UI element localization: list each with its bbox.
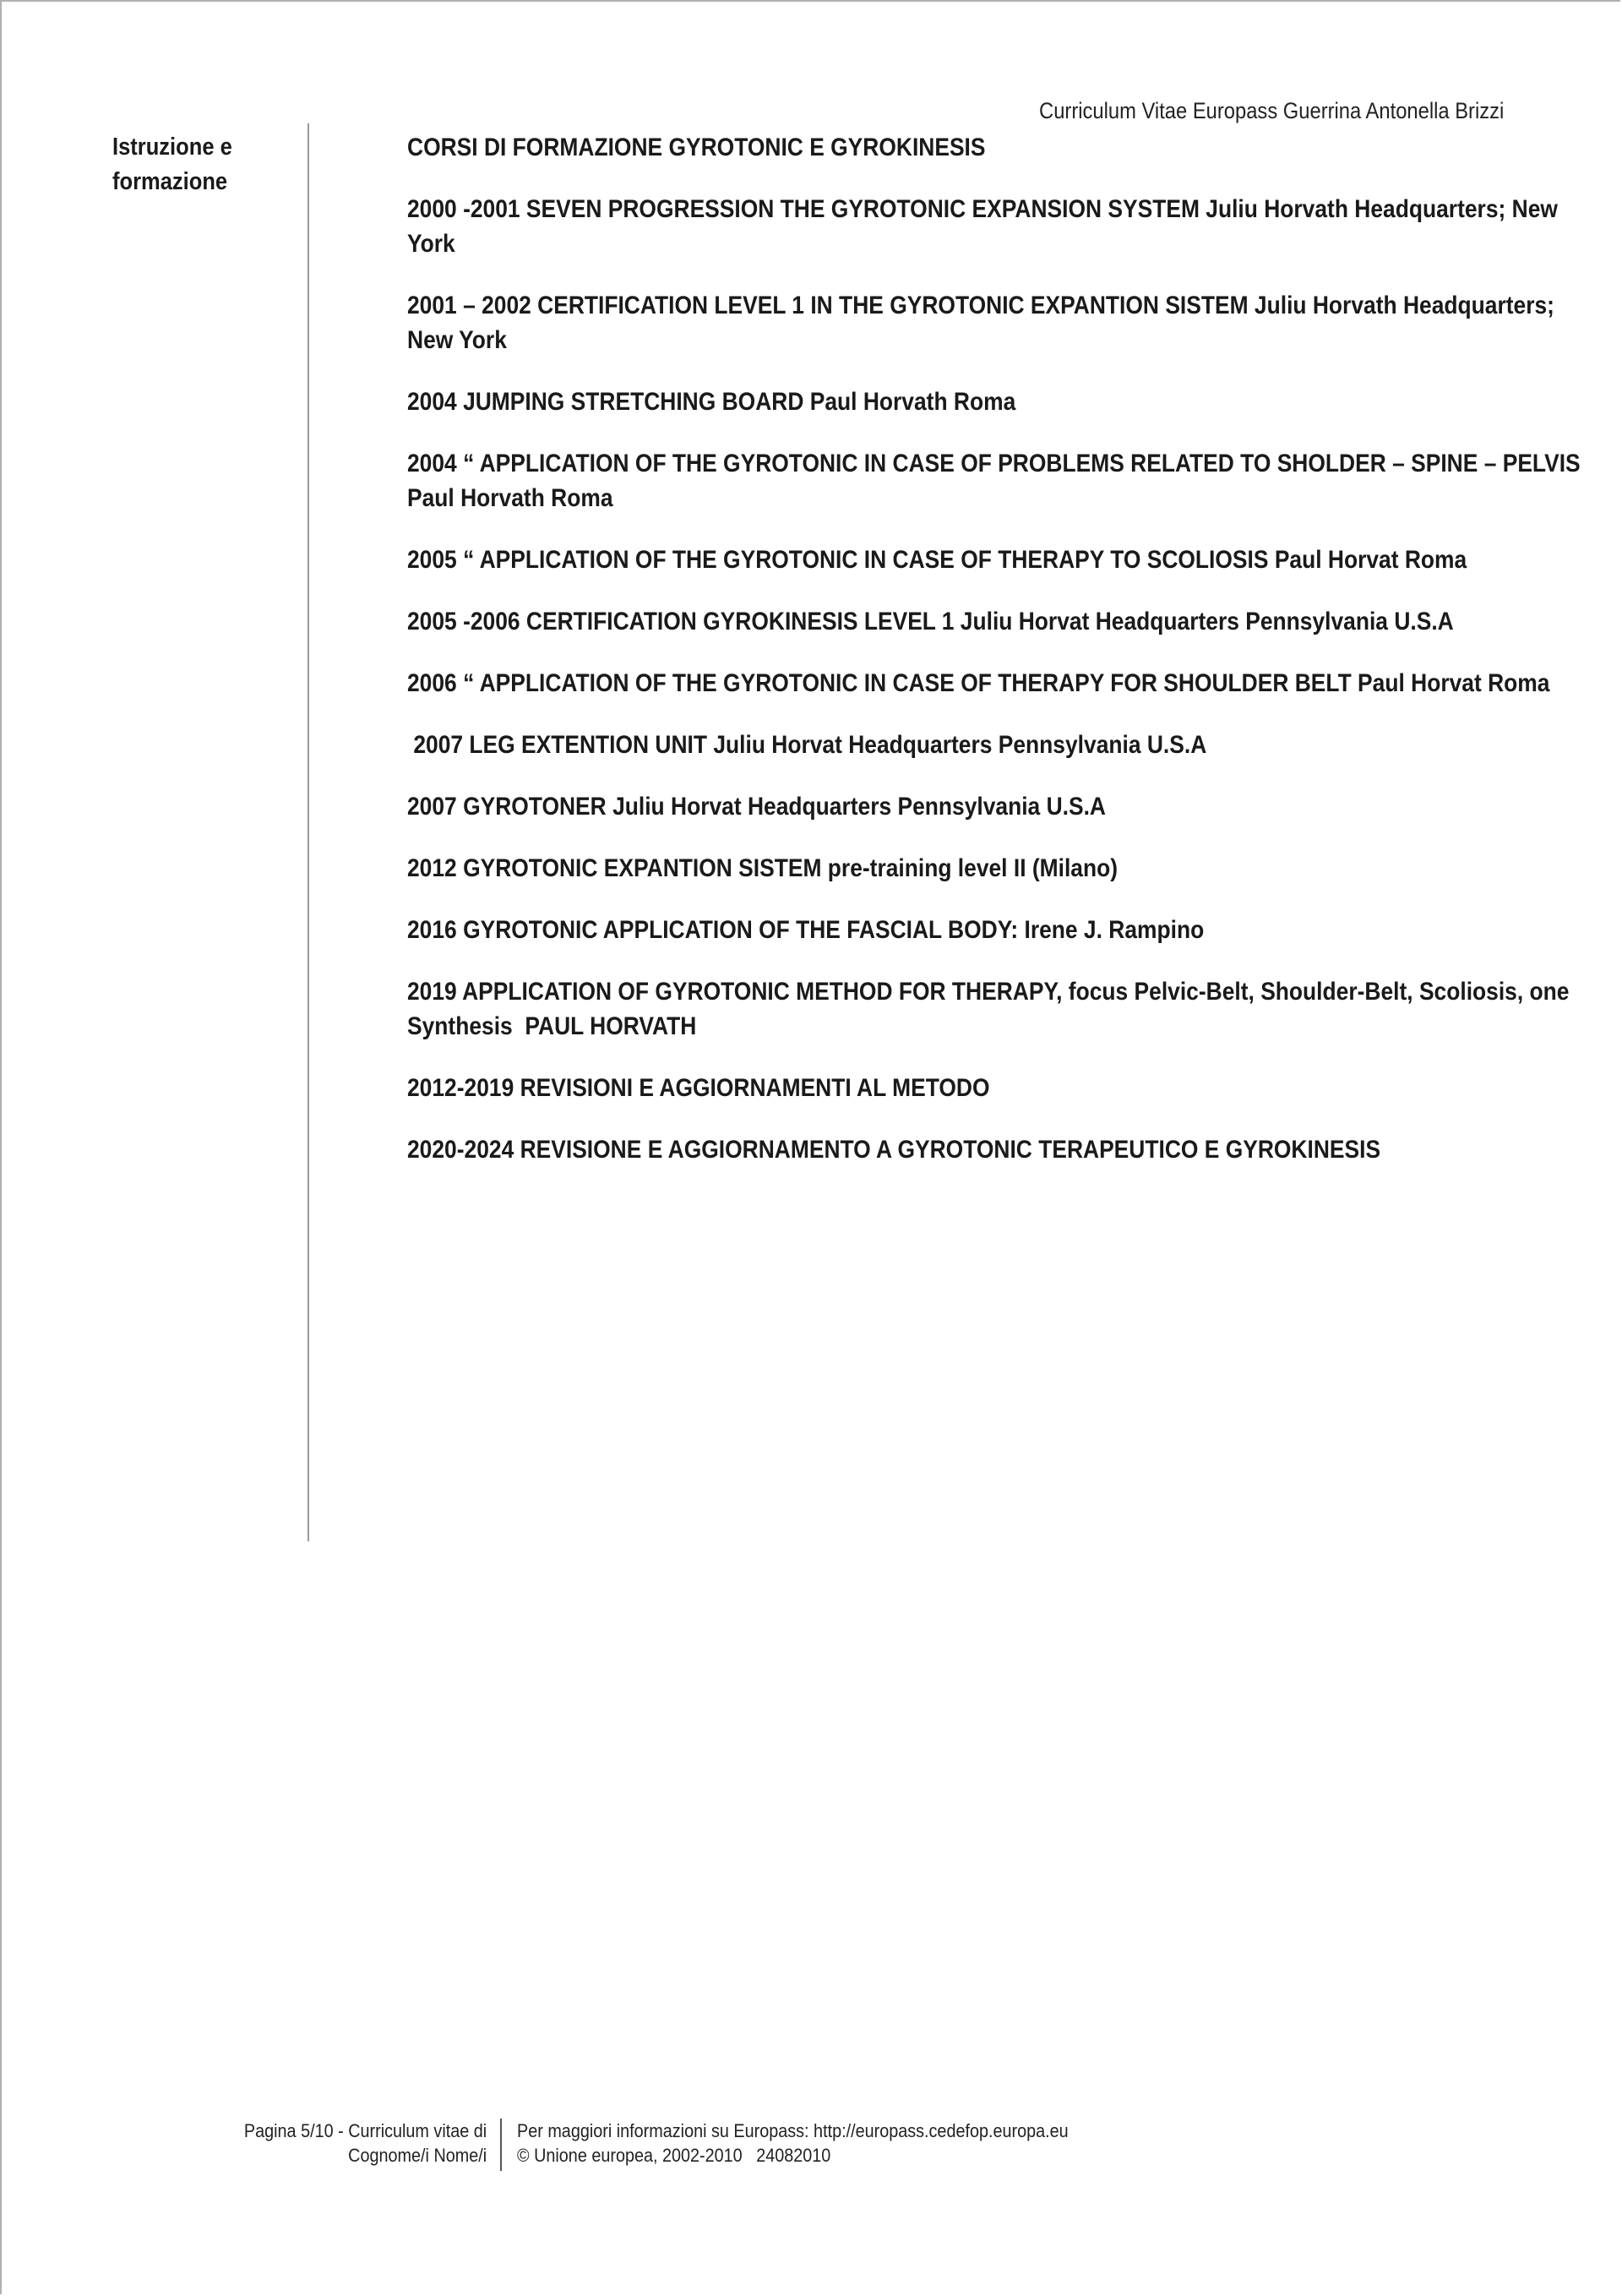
footer-page-info — [244, 2119, 487, 2168]
entry-item: 2007 GYROTONER Juliu Horvat Headquarters Pennsylvania U.S.A — [407, 793, 1106, 821]
page-footer — [0, 2119, 1622, 2173]
entry-item: 2012 GYROTONIC EXPANTION SISTEM pre-training level II (Milano) — [407, 854, 1119, 882]
entry-item: 2004 JUMPING STRETCHING BOARD Paul Horvath Roma — [407, 388, 1016, 416]
section-label-line-2: formazione — [112, 168, 228, 195]
entry-item: 2005 -2006 CERTIFICATION GYROKINESIS LEVEL 1 Juliu Horvat Headquarters Pennsylvania U.S.A — [407, 608, 1454, 635]
education-entries — [407, 130, 1581, 1194]
footer-copyright: © Unione europea, 2002-2010 24082010 — [517, 2145, 831, 2166]
entry-item: 2020-2024 REVISIONE E AGGIORNAMENTO A GYROTONIC TERAPEUTICO E GYROKINESIS — [407, 1136, 1381, 1164]
entry-item: 2007 LEG EXTENTION UNIT Juliu Horvat Headquarters Pennsylvania U.S.A — [407, 731, 1207, 759]
document-header-title: Curriculum Vitae Europass Guerrina Antonella Brizzi — [1038, 98, 1504, 123]
footer-page-number: Pagina 5/10 - Curriculum vitae di — [243, 2120, 487, 2141]
entry-heading: CORSI DI FORMAZIONE GYROTONIC E GYROKINESIS — [407, 134, 986, 161]
footer-europass-info — [517, 2119, 1069, 2168]
footer-divider — [500, 2119, 502, 2171]
entry-item: 2012-2019 REVISIONI E AGGIORNAMENTI AL METODO — [407, 1074, 990, 1102]
footer-europass-link: Per maggiori informazioni su Europass: http://europass.cedefop.europa.eu — [517, 2120, 1069, 2141]
entry-item: 2001 – 2002 CERTIFICATION LEVEL 1 IN THE GYROTONIC EXPANTION SISTEM Juliu Horvath Headquarters; New York — [407, 292, 1554, 354]
entry-item: 2006 “ APPLICATION OF THE GYROTONIC IN CASE OF THERAPY FOR SHOULDER BELT Paul Horvat Roma — [407, 669, 1550, 697]
entry-item: 2019 APPLICATION OF GYROTONIC METHOD FOR THERAPY, focus Pelvic-Belt, Shoulder-Belt, Scoliosis, one Synthesis PAUL HORVATH — [407, 978, 1576, 1040]
section-label — [112, 130, 283, 199]
entry-item: 2016 GYROTONIC APPLICATION OF THE FASCIAL BODY: Irene J. Rampino — [407, 916, 1205, 944]
section-label-line-1: Istruzione e — [112, 134, 232, 161]
entry-item: 2000 -2001 SEVEN PROGRESSION THE GYROTONIC EXPANSION SYSTEM Juliu Horvath Headquarters; New York — [407, 195, 1558, 258]
section-divider-line — [308, 123, 309, 1541]
footer-name-placeholder: Cognome/i Nome/i — [348, 2145, 487, 2166]
entry-item: 2005 “ APPLICATION OF THE GYROTONIC IN CASE OF THERAPY TO SCOLIOSIS Paul Horvat Roma — [407, 546, 1467, 574]
entry-item: 2004 “ APPLICATION OF THE GYROTONIC IN CASE OF PROBLEMS RELATED TO SHOLDER – SPINE – PELVIS Paul Horvath Roma — [407, 450, 1581, 512]
